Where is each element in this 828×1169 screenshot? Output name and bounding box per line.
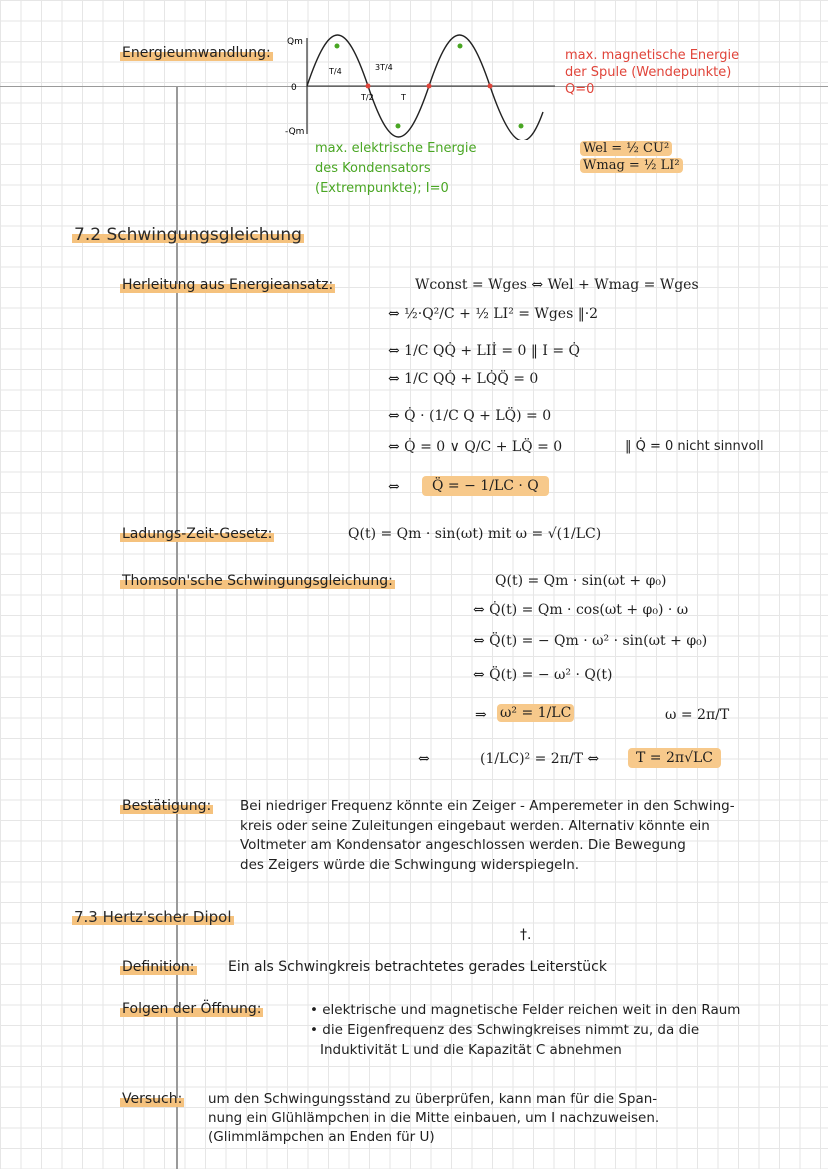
green-extremum	[335, 44, 340, 49]
versuch-label: Versuch:	[122, 1091, 183, 1107]
definition-label: Definition:	[122, 959, 195, 975]
tick-t2: T/2	[361, 93, 374, 102]
axis-zero-label: 0	[291, 83, 297, 93]
energy-graph	[285, 30, 560, 140]
magnetic-note	[565, 47, 739, 98]
thomson-line-3: ⇔ Q̈(t) = − Qm · ω² · sin(ωt + φ₀)	[473, 633, 708, 649]
folgen-item: • elektrische und magnetische Felder reichen weit in den Raum	[310, 1002, 741, 1018]
final-middle: (1/LC)² = 2π/T ⇔	[480, 751, 600, 767]
wel-formula: Wel = ½ CU²	[580, 141, 672, 156]
electric-note-line: des Kondensators	[315, 161, 431, 176]
electric-note	[315, 139, 477, 199]
derivation-line-4: ⇔ 1/C QQ̇ + LQ̇Q̈ = 0	[388, 371, 539, 387]
final-arrow: ⇔	[418, 751, 430, 767]
result-arrow: ⇔	[388, 479, 400, 495]
red-zero-point	[488, 84, 493, 89]
electric-note-line: max. elektrische Energie	[315, 141, 477, 156]
red-zero-point	[366, 84, 371, 89]
versuch-line: nung ein Glühlämpchen in die Mitte einbauen, um I nachzuweisen.	[208, 1110, 660, 1126]
folgen-label: Folgen der Öffnung:	[122, 1001, 262, 1017]
period-formula: T = 2π√LC	[628, 748, 721, 768]
omega-squared: ω² = 1/LC	[497, 704, 574, 722]
bestaetigung-line: kreis oder seine Zuleitungen eingebaut werden. Alternativ könnte ein	[240, 817, 710, 834]
wmag-formula: Wmag = ½ LI²	[580, 158, 683, 173]
derivation-line-6: ⇔ Q̇ = 0 ∨ Q/C + LQ̈ = 0	[388, 439, 563, 455]
thomson-line-4: ⇔ Q̈(t) = − ω² · Q(t)	[473, 667, 613, 683]
margin-mark: †.	[520, 927, 532, 943]
tick-t4: T/4	[329, 67, 342, 76]
axis-top-label: Qm	[287, 37, 303, 47]
thomson-line-1: Q(t) = Qm · sin(ωt + φ₀)	[495, 573, 667, 589]
red-zero-point	[427, 84, 432, 89]
herleitung-label: Herleitung aus Energieansatz:	[122, 277, 334, 293]
bestaetigung-line: des Zeigers würde die Schwingung widerspiegeln.	[240, 856, 580, 873]
bestaetigung-text	[240, 797, 735, 875]
ode-result: Q̈ = − 1/LC · Q	[422, 476, 549, 496]
green-extremum	[458, 44, 463, 49]
versuch-line: um den Schwingungsstand zu überprüfen, kann man für die Span-	[208, 1091, 658, 1107]
ladung-label: Ladungs-Zeit-Gesetz:	[122, 526, 273, 542]
green-extremum	[519, 124, 524, 129]
folgen-item: • die Eigenfrequenz des Schwingkreises nimmt zu, da die	[310, 1022, 700, 1038]
derivation-line-1: Wconst = Wges ⇔ Wel + Wmag = Wges	[415, 277, 699, 293]
derivation-line-3: ⇔ 1/C QQ̇ + LIİ = 0 ‖ I = Q̇	[388, 343, 580, 359]
section-heading-7-2: 7.2 Schwingungsgleichung	[74, 225, 302, 245]
green-extremum	[396, 124, 401, 129]
versuch-line: (Glimmlämpchen an Enden für U)	[208, 1129, 435, 1145]
omega-definition: ω = 2π/T	[665, 707, 730, 723]
ladung-equation: Q(t) = Qm · sin(ωt) mit ω = √(1/LC)	[348, 526, 602, 542]
tick-t: T	[401, 93, 406, 102]
electric-note-line: (Extrempunkte); I=0	[315, 181, 449, 196]
energy-label: Energieumwandlung:	[122, 45, 271, 61]
omega-arrow: ⇒	[475, 707, 487, 723]
derivation-line-5: ⇔ Q̇ · (1/C Q + LQ̈) = 0	[388, 408, 552, 424]
axis-bottom-label: -Qm	[285, 127, 305, 137]
energy-formulas	[580, 140, 683, 174]
bestaetigung-line: Voltmeter am Kondensator angeschlossen werden. Die Bewegung	[240, 837, 686, 853]
bestaetigung-label: Bestätigung:	[122, 798, 212, 814]
magnetic-note-line: der Spule (Wendepunkte)	[565, 65, 732, 80]
thomson-line-2: ⇔ Q̇(t) = Qm · cos(ωt + φ₀) · ω	[473, 602, 689, 618]
nicht-sinnvoll-note: ‖ Q̇ = 0 nicht sinnvoll	[625, 439, 764, 454]
tick-3t4: 3T/4	[375, 63, 393, 72]
derivation-line-2: ⇔ ½·Q²/C + ½ LI² = Wges ‖·2	[388, 306, 599, 322]
bestaetigung-line: Bei niedriger Frequenz könnte ein Zeiger - Amperemeter in den Schwing-	[240, 798, 735, 814]
thomson-label: Thomson'sche Schwingungsgleichung:	[122, 573, 393, 589]
folgen-item: Induktivität L und die Kapazität C abnehmen	[320, 1042, 622, 1058]
definition-text: Ein als Schwingkreis betrachtetes gerades Leiterstück	[228, 959, 607, 975]
folgen-list	[310, 1000, 740, 1060]
section-heading-7-3: 7.3 Hertz'scher Dipol	[74, 908, 232, 926]
sine-curve	[307, 35, 543, 140]
magnetic-note-line: Q=0	[565, 82, 595, 97]
magnetic-note-line: max. magnetische Energie	[565, 48, 740, 63]
versuch-text	[208, 1090, 659, 1147]
